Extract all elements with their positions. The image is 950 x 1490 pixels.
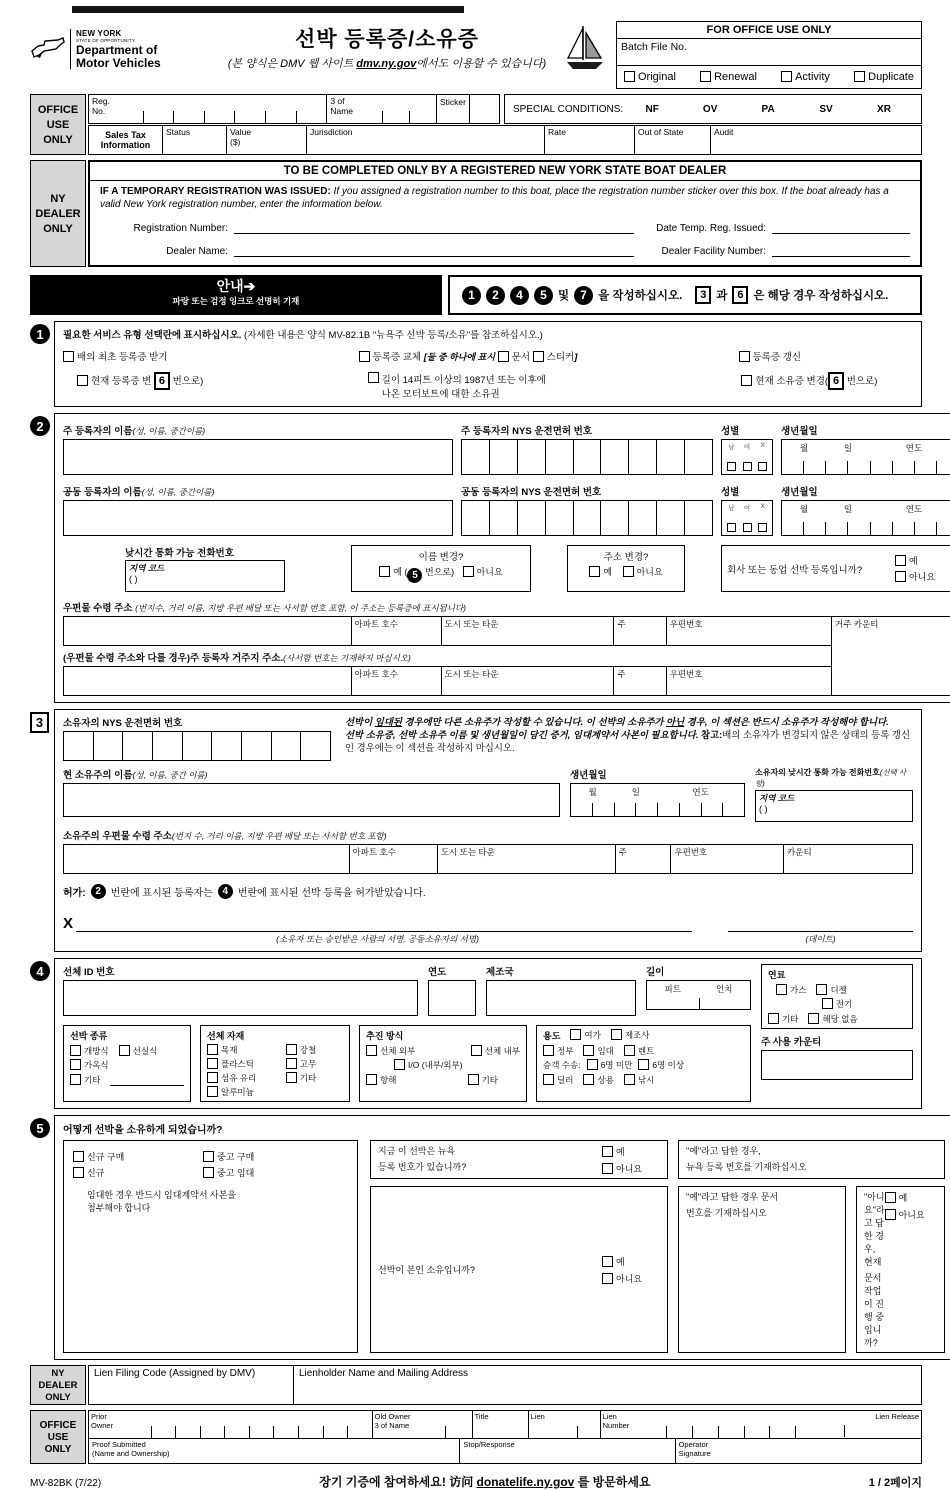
office-use-bottom-band [30,1410,922,1464]
section-3-badge: 3 [30,712,49,733]
ny-dealer-only-label: NY DEALER ONLY [30,160,86,267]
audit-cell[interactable]: Audit [714,127,734,137]
ny-registration-number-box[interactable]: "예"라고 답한 경우, 뉴욕 등록 번호를 기재하십시오 [678,1140,945,1179]
lien-cells[interactable] [556,1411,600,1438]
checkbox-primary-sex-x[interactable] [758,462,767,471]
acquisition-options-box: 신규 구매 중고 구매 신규 중고 임대 임대한 경우 반드시 임대계약서 사본을 첨부해야 합니다 [63,1140,358,1353]
dealer-section-heading: TO BE COMPLETED ONLY BY A REGISTERED NEW YORK STATE BOAT DEALER [90,162,920,181]
checkbox-primary-sex-f[interactable] [743,462,752,471]
owner-license-label: 소유자의 NYS 운전면허 번호 [63,718,183,729]
top-black-bar [72,6,464,13]
amend-title-step6-badge: 6 [828,372,844,390]
special-code-sv[interactable]: SV [819,103,833,115]
reg-label-2: No. [92,105,106,116]
label-original: Original [638,71,676,83]
label-activity: Activity [795,71,830,83]
step-7-badge: 7 [574,286,593,305]
office-use-title: FOR OFFICE USE ONLY [617,22,921,39]
operator-signature-cell[interactable]: Operator Signature [675,1439,921,1463]
length-label: 길이 [646,967,665,978]
daytime-phone-label: 낮시간 통화 가능 전화번호 [125,548,234,559]
date-caption: (데이트) [805,934,836,944]
checkbox-fuel-diesel[interactable] [816,984,827,995]
checkbox-amend-registration[interactable] [77,375,88,386]
label-first-registration: 배의 최초 등록증 받기 [77,352,168,363]
step-3-box-badge: 3 [695,286,711,304]
brand-dept-2: Motor Vehicles [76,55,161,70]
owner-mailing-row[interactable]: 아파트 호수 도시 또는 타운 주 우편번호 카운티 [63,844,913,874]
checkbox-address-change-no[interactable] [623,566,634,577]
owner-signature-field[interactable] [76,920,692,932]
residence-street-cell[interactable] [64,667,351,695]
s5-title: 어떻게 선박을 소유하게 되었습니까? [63,1125,223,1136]
lien-label: Lien [528,1411,556,1438]
section-2-badge: 2 [30,416,50,436]
fuel-box: 연료 가스 디젤 전기 기타 해당 없음 [761,964,913,1029]
checkbox-prop-outboard[interactable] [366,1045,377,1056]
dealer-facility-label: Dealer Facility Number: [661,246,766,257]
batch-file-label: Batch File No. [621,41,687,53]
checkbox-name-change-yes[interactable] [379,566,390,577]
checkbox-renew-registration[interactable] [739,351,750,362]
county-of-use-input[interactable] [761,1050,913,1080]
rate-cell[interactable]: Rate [545,126,635,154]
checkbox-fuel-other[interactable] [768,1013,779,1024]
address-change-question: 주소 변경? 예 아니요 [567,545,685,592]
owner-dob-label: 생년월일 [570,770,607,781]
label-renewal: Renewal [714,71,757,83]
checkbox-pending-no[interactable] [885,1209,896,1220]
checkbox-material-fiberglass[interactable] [207,1072,218,1083]
owner-street-cell[interactable] [64,845,349,873]
owner-license-cells[interactable] [63,731,331,761]
owner-phone-input[interactable]: 지역 코드 ( ) [755,790,913,822]
signature-date-field[interactable] [728,920,913,932]
ny-registration-question: 지금 이 선박은 뉴욕 등록 번호가 있습니까? 예 아니요 [370,1140,668,1179]
reg-label-1: Reg. [92,96,110,106]
reg-no-row [88,94,500,124]
guide-steps-box: 1 2 4 5 및 7 을 작성하십시오. 3 과 6 은 해당 경우 작성하십시오. [448,275,922,315]
old-owner-label: Old Owner 3 of Name [372,1411,420,1438]
form-title-block [216,23,558,71]
primary-dob-input[interactable]: 월 일 연도 [781,439,950,475]
checkbox-duplicate[interactable] [854,71,865,82]
stop-response-cell[interactable]: Stop/Response [459,1439,674,1463]
form-code: MV-82BK (7/22) [30,1478,102,1489]
manufacturer-label: 제조국 [486,967,514,978]
signature-x-mark: X [63,915,74,932]
reg-no-cells[interactable] [113,95,326,123]
hull-id-label: 선체 ID 번호 [63,967,115,978]
owner-section-note: 선박이 임대된 경우에만 다른 소유주가 작성할 수 있습니다. 이 선박의 소유주가 아닌 경우, 이 섹션은 반드시 소유주가 작성해야 합니다. 선박 소유증, 선박 소유주 이름 및 생년월일이 담긴 증거, 임대계약서 사본이 필요합니다. 참고:배의 소유자가 변경되지 않은 상태의 등록 갱신인 경우에는 이 섹션을 작성하지 마십시오. [345,716,910,754]
label-duplicate: Duplicate [868,71,914,83]
signature-caption: (소유자 또는 승인받은 사람의 서명, 공동소유자의 서명) [276,934,479,944]
checkbox-replace-sticker[interactable] [533,351,544,362]
special-code-nf[interactable]: NF [645,103,659,115]
special-code-pa[interactable]: PA [761,103,775,115]
checkbox-material-plastic[interactable] [207,1058,218,1069]
step-1-badge: 1 [462,286,481,305]
owner-name-input[interactable] [63,783,560,817]
checkbox-renewal[interactable] [700,71,711,82]
checkbox-own-yes[interactable] [602,1256,613,1267]
lien-release-cell[interactable]: Lien Release [821,1411,921,1438]
guide-subtitle: 파랑 또는 검정 잉크로 선명히 기재 [172,296,300,307]
checkbox-use-lease[interactable] [583,1045,594,1056]
checkbox-pending-yes[interactable] [885,1192,896,1203]
step-4-badge: 4 [510,286,529,305]
checkbox-prop-other[interactable] [468,1074,479,1085]
co-name-input[interactable] [63,500,453,536]
mailing-address-row[interactable]: 아파트 호수 도시 또는 타운 주 우편번호 [63,616,832,646]
checkbox-name-change-no[interactable] [463,566,474,577]
residence-address-row[interactable]: 아파트 호수 도시 또는 타운 주 우편번호 [63,666,832,696]
value-cell[interactable]: Value ($) [227,126,307,154]
section-3-owner: 3 소유자의 NYS 운전면허 번호 선박이 임대된 경우에만 다른 소유주가 작성할 수 있습니다. 이 선박의 소유주가 아닌 경우, 이 섹션은 반드시 소유주가 작성해야 합니다. 선박 소유증, 선박 소유주 이름 및 생년월일이 담긴 증거, 임대계약서 사본이 필요합니다. 참고:배의 소유자가 변경되지 않은 상태의 등록 갱신인 경우에는 이 섹션을 작성하지 마십시오. 현 소유주의 이름(성, 이름, 중간 이름) 생년월일 월 일 연도 소유자의 낮시간 통화 가능 전화번호(선택 사항) 지역 코드 ( ) 소유주의 우편물 수령 주소(번지 수, 거리 이름, 지방 우편 배달 또는 사서함 번호 포함) 아파트 호수 도시 또는 타운 주 우편번호 카운티 허가: 2 번란에 표시된 등록자는 4 번란에 표시된 선박 등록을 허가받았습니다. X (소유자 또는 승인받은 사람의 서명, 공동소유자의 서명) (데이트) [30,709,922,952]
registration-number-field[interactable] [234,222,634,234]
checkbox-fuel-gas[interactable] [776,984,787,995]
brand-tagline: STATE OF OPPORTUNITY. [76,38,136,43]
prior-owner-label: Prior Owner [91,1412,114,1430]
primary-name-input[interactable] [63,439,453,475]
sales-tax-label: Sales Tax Information [89,126,163,154]
checkbox-used-purchase[interactable] [203,1151,214,1162]
jurisdiction-cell[interactable]: Jurisdiction [307,126,545,154]
checkbox-material-steel[interactable] [286,1044,297,1055]
special-conditions-box [504,94,922,124]
checkbox-fuel-electric[interactable] [822,998,833,1009]
co-sex-options: 남 여 X [721,500,773,536]
checkbox-address-change-yes[interactable] [589,566,600,577]
primary-dob-label: 생년월일 [781,426,818,437]
form-header [30,17,922,89]
hull-id-input[interactable] [63,980,418,1016]
section-1-badge: 1 [30,324,50,344]
name-change-step5-badge: 5 [407,568,422,583]
county-of-use-label: 주 사용 카운티 [761,1036,822,1048]
checkbox-replace-document[interactable] [498,351,509,362]
checkbox-replace-registration[interactable] [359,351,370,362]
lease-note: 임대한 경우 반드시 임대계약서 사본을 첨부해야 합니다 [87,1190,237,1213]
ny-dealer-only-bottom-label: NY DEALER ONLY [30,1365,86,1405]
checkbox-activity[interactable] [781,71,792,82]
registration-number-label: Registration Number: [133,223,228,234]
authorization-statement: 허가: 2 번란에 표시된 등록자는 4 번란에 표시된 선박 등록을 허가받았습니다. [63,886,426,899]
checkbox-use-manufacturer[interactable] [611,1029,622,1040]
checkbox-company-yes[interactable] [895,555,906,566]
brand-text [70,29,161,69]
office-use-options [617,66,921,88]
donatelife-link[interactable]: donatelife.ny.gov [476,1475,575,1489]
old-owner-cells[interactable] [420,1411,472,1438]
checkbox-co-sex-x[interactable] [758,523,767,532]
dealer-name-label: Dealer Name: [166,246,228,257]
dealer-bottom-band [30,1365,922,1405]
co-sex-label: 성별 [721,487,740,498]
dealer-name-field[interactable] [234,245,634,257]
hull-material-box: 선체 자재 목재 플라스틱 섬유 유리 알루미늄 강철 고무 기타 [200,1025,350,1102]
name3-label-1: 3 of [330,96,345,106]
brand-dept-1: Department of [76,43,158,57]
checkbox-pax-6plus[interactable] [638,1059,649,1070]
dmv-website-link[interactable]: dmv.ny.gov [356,58,417,70]
daytime-phone-input[interactable]: 지역 코드 ( ) [125,560,285,592]
paperwork-pending-question: "아니요"라고 답한 경우, 현재 문서 작업이 진행 중입니까? 예 아니요 [856,1186,945,1353]
checkbox-prop-io[interactable] [394,1059,405,1070]
name3-label-2: Name [330,105,354,116]
checkbox-original[interactable] [624,71,635,82]
section-2-registrant: 2 주 등록자의 이름(성, 이름, 중간이름) 주 등록자의 NYS 운전면허 번호 성별 남 여 X 생년월일 월 일 연도 공동 등록자의 이름(성, 이름, 중간이름) 공동 등록자의 NYS 운전면허 번호 성별 남 여 X 생년월일 월 일 연도 낮시간 통화 가능 전화번호 지역 코드 ( ) 이름 변경? 예 ( 5 번으로) 아니요 주소 변경? 예 아니요 회사 또는 동업 선박 등록입니까? 예 아니요 우편물 수령 주소 (번지수, 거리 이름, 지방 우편 배달 또는 사서함 번호 포함, 이 주소는 등록증에 표시됩니다) 아파트 호수 도시 또는 타운 주 우편번호 (우편물 수령 주소와 다를 경우)주 등록자 거주지 주소.(사서함 번호는 기재하지 마십시오) 아파트 호수 도시 또는 타운 주 우편번호 거주 카운티 [30,413,922,703]
owner-dob-input[interactable]: 월 일 연도 [570,783,745,817]
owner-name-label: 현 소유주의 이름 [63,770,133,781]
primary-license-label: 주 등록자의 NYS 운전면허 번호 [461,426,593,437]
length-input[interactable]: 피트 인치 [646,980,751,1010]
checkbox-used-lease[interactable] [203,1167,214,1178]
special-conditions-label: SPECIAL CONDITIONS: [513,103,624,115]
dealer-facility-field[interactable] [772,245,910,257]
owner-mailing-label: 소유주의 우편물 수령 주소 [63,831,172,842]
manufacturer-input[interactable] [486,980,636,1016]
checkbox-type-house[interactable] [70,1059,81,1070]
proof-submitted-cell[interactable]: Proof Submitted (Name and Ownership) [92,1440,170,1458]
residence-address-label: (우편물 수령 주소와 다를 경우)주 등록자 거주지 주소. [63,653,284,664]
checkbox-use-government[interactable] [543,1045,554,1056]
section-5-acquisition [30,1115,925,1360]
donate-life-message: 장기 기증에 참여하세요! 访问 donatelife.ny.gov 를 방문하세요 [319,1475,651,1489]
date-temp-reg-field[interactable] [772,222,910,234]
checkbox-type-other[interactable] [70,1074,81,1085]
primary-sex-options: 남 여 X [721,439,773,475]
dealer-instructions: IF A TEMPORARY REGISTRATION WAS ISSUED: If you assigned a registration number to this boat, place the registration number sticker over this box. If the boat already has a valid New York registration number, enter the information below. [100,186,889,210]
label-renew-registration: 등록증 갱신 [752,352,802,363]
year-label: 연도 [428,967,447,978]
boat-type-box: 선박 종류 개방식 선실식 가옥식 기타 [63,1025,191,1102]
primary-sex-label: 성별 [721,426,740,437]
section-1-service-type: 1 필요한 서비스 유형 선택란에 표시하십시오. (자세한 내용은 양식 MV-82.1B "뉴욕주 선박 등록/소유"를 참조하십시오.) 배의 최초 등록증 받기 등록증 교체 [둘 중 하나에 표시 문서 스티커] 등록증 갱신 현재 등록증 변 6 번으로) 길이 14피트 이상의 1987년 또는 이후에 나온 모터보트에 대한 소유권 현재 소유증 변경( 6 번으로) [30,321,922,407]
ny-state-logo-icon [30,36,66,62]
dealer-top-band [30,160,922,267]
propulsion-box: 추진 방식 선체 외부 선체 내부 I/O (내부/외부) 항해 기타 [359,1025,527,1102]
checkbox-use-dealer[interactable] [543,1074,554,1085]
title-cell-label[interactable]: Title [472,1411,528,1438]
amend-reg-step6-badge: 6 [154,372,170,390]
s1-title: 필요한 서비스 유형 선택란에 표시하십시오. [63,330,242,341]
section-4-badge: 4 [30,961,50,981]
checkbox-use-commercial[interactable] [583,1074,594,1085]
section-4-vessel [30,958,922,1109]
checkbox-type-open[interactable] [70,1045,81,1056]
checkbox-first-registration[interactable] [63,351,74,362]
batch-file-field[interactable] [617,39,921,66]
lien-number-label: Lien Number [600,1411,642,1438]
co-name-label: 공동 등록자의 이름 [63,487,142,498]
page-number: 1 / 2페이지 [868,1477,922,1489]
co-dob-label: 생년월일 [781,487,818,498]
checkbox-new[interactable] [73,1167,84,1178]
date-temp-reg-label: Date Temp. Reg. Issued: [656,223,766,234]
special-code-xr[interactable]: XR [877,103,891,115]
primary-license-cells[interactable] [461,439,713,475]
status-cell[interactable]: Status [163,126,227,154]
owner-phone-label: 소유자의 낮시간 통화 가능 전화번호 [755,768,880,777]
checkbox-new-purchase[interactable] [73,1151,84,1162]
prior-owner-cells[interactable] [127,1411,372,1438]
lienholder-name-cell[interactable]: Lienholder Name and Mailing Address [299,1368,468,1379]
auth-step2-badge: 2 [91,884,106,899]
for-office-use-box [616,21,922,89]
checkbox-pax-under6[interactable] [587,1059,598,1070]
checkbox-material-aluminum[interactable] [207,1086,218,1097]
checkbox-own-no[interactable] [602,1273,613,1284]
company-registration-question: 회사 또는 동업 선박 등록입니까? 예 아니요 [721,545,950,592]
checkbox-prop-sail[interactable] [366,1074,377,1085]
checkbox-nyreg-yes[interactable] [602,1146,613,1157]
special-code-ov[interactable]: OV [702,103,718,115]
auth-step4-badge: 4 [218,884,233,899]
guide-title: 안내➔ [216,278,256,294]
use-box: 용도 여가 제조사 정부 임대 렌트 승객 수송: 6명 미만 6명 이상 딜러 상용 낚시 [536,1025,751,1102]
checkbox-amend-title[interactable] [741,375,752,386]
type-other-field[interactable] [110,1074,184,1086]
checkbox-primary-sex-m[interactable] [727,462,736,471]
step-5-badge: 5 [534,286,553,305]
co-license-cells[interactable] [461,500,713,536]
year-input[interactable] [428,980,476,1016]
checkbox-use-fishing[interactable] [624,1074,635,1085]
step-2-badge: 2 [486,286,505,305]
sticker-label: Sticker [440,97,466,107]
checkbox-prop-inboard[interactable] [471,1045,482,1056]
guide-black-box [30,275,442,315]
office-use-only-label: OFFICE USE ONLY [30,94,86,155]
name-change-question: 이름 변경? 예 ( 5 번으로) 아니요 [351,545,531,592]
label-title-motorboat: 길이 14피트 이상의 1987년 또는 이후에 나온 모터보트에 대한 소유권 [381,375,546,400]
out-of-state-cell[interactable]: Out of State [635,126,711,154]
checkbox-type-cabin[interactable] [119,1045,130,1056]
checkbox-co-sex-m[interactable] [727,523,736,532]
page-footer [30,1473,922,1490]
sticker-cell[interactable] [469,95,499,123]
checkbox-company-no[interactable] [895,571,906,582]
checkbox-nyreg-no[interactable] [602,1163,613,1174]
checkbox-fuel-none[interactable] [808,1013,819,1024]
checkbox-use-rent[interactable] [624,1045,635,1056]
own-boat-question: 선박이 본인 소유입니까? 예 아니요 [370,1186,668,1353]
primary-name-label: 주 등록자의 이름 [63,426,133,437]
mailing-street-cell[interactable] [64,617,351,645]
residence-county-cell[interactable]: 거주 카운티 [831,616,950,696]
office-use-only-bottom-label: OFFICE USE ONLY [30,1410,86,1464]
document-number-box[interactable]: "예"라고 답한 경우 문서 번호를 기재하십시오 [678,1186,846,1353]
checkbox-material-other[interactable] [286,1072,297,1083]
step-6-box-badge: 6 [732,286,748,304]
name3-cells[interactable] [356,95,436,123]
checkbox-material-wood[interactable] [207,1044,218,1055]
section-5-badge: 5 [30,1118,50,1138]
checkbox-co-sex-f[interactable] [743,523,752,532]
checkbox-material-rubber[interactable] [286,1058,297,1069]
office-use-top-band [30,94,922,155]
nydmv-brand [30,29,216,69]
sales-tax-row [88,125,922,155]
form-subtitle: (본 양식은 DMV 웹 사이트 dmv.ny.gov에서도 이용할 수 있습니다) [227,58,547,70]
form-title: 선박 등록증/소유증 [295,28,479,51]
sailboat-icon [564,25,606,76]
co-dob-input[interactable]: 월 일 연도 [781,500,950,536]
lien-number-cells[interactable] [642,1411,821,1438]
mailing-address-label: 우편물 수령 주소 [63,603,136,614]
checkbox-title-motorboat[interactable] [368,372,379,383]
brand-state: NEW YORK [76,29,122,38]
checkbox-use-recreation[interactable] [570,1029,581,1040]
co-license-label: 공동 등록자의 NYS 운전면허 번호 [461,487,602,498]
lien-filing-code-cell[interactable]: Lien Filing Code (Assigned by DMV) [89,1366,294,1404]
instruction-bar [30,275,922,315]
